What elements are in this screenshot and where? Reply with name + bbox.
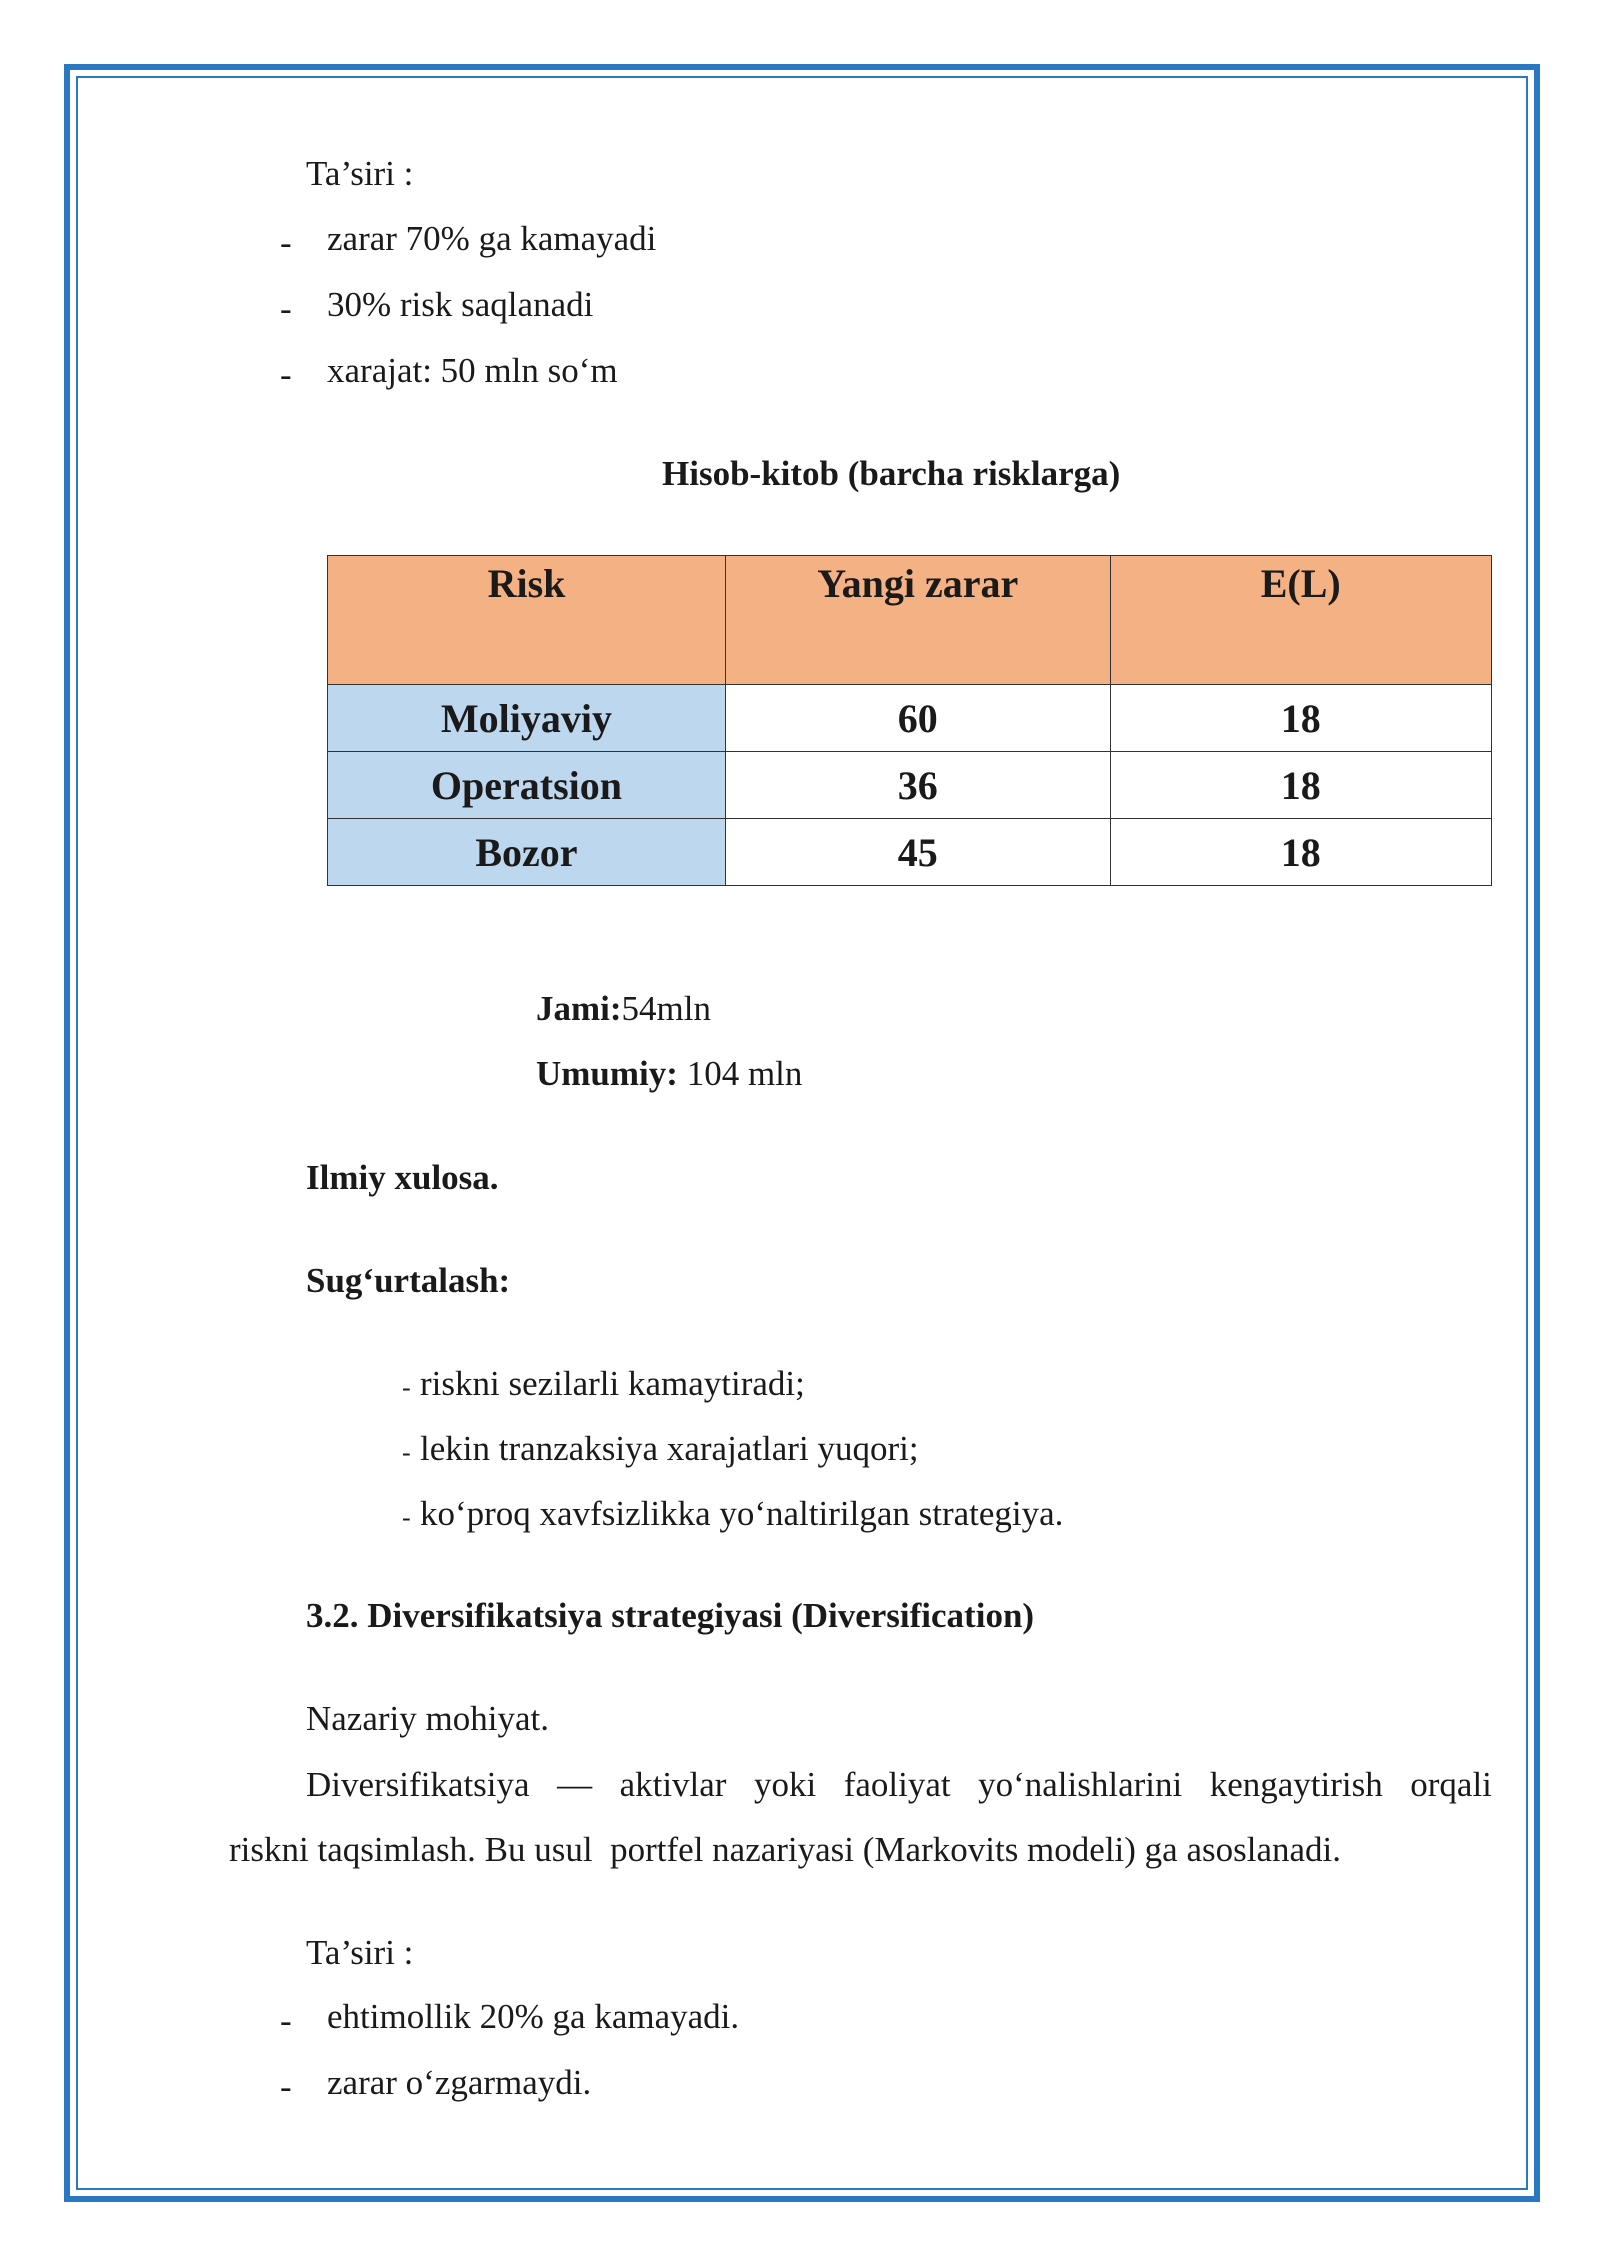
effect-item: 30% risk saqlanadi <box>327 285 594 324</box>
insurance-heading: Sug‘urtalash: <box>306 1261 511 1300</box>
cell-expected-loss: 18 <box>1110 685 1492 752</box>
table-row <box>328 819 1492 886</box>
section-subheading: Nazariy mohiyat. <box>306 1699 549 1738</box>
paragraph-line-2: riskni taqsimlash. Bu usul portfel nazariyasi (Markovits modeli) ga asoslanadi. <box>229 1830 1342 1869</box>
row-label: Moliyaviy <box>328 685 726 752</box>
cell-expected-loss: 18 <box>1110 752 1492 819</box>
table-header-row <box>328 556 1492 685</box>
bullet-dash: - <box>280 223 292 262</box>
cell-new-loss: 45 <box>725 819 1110 886</box>
table-row <box>328 752 1492 819</box>
bullet-dash: - <box>280 289 292 328</box>
effect-heading: Ta’siri : <box>306 1933 414 1972</box>
paragraph-word: aktivlar <box>619 1765 727 1804</box>
insurance-item: riskni sezilarli kamaytiradi; <box>420 1364 805 1403</box>
effect-heading: Ta’siri : <box>306 154 414 193</box>
cell-new-loss: 36 <box>725 752 1110 819</box>
bullet-dash: - <box>402 1438 411 1467</box>
section-title: 3.2. Diversifikatsiya strategiyasi (Diversification) <box>306 1596 1035 1635</box>
bullet-dash: - <box>280 2067 292 2106</box>
cell-expected-loss: 18 <box>1110 819 1492 886</box>
row-label: Operatsion <box>328 752 726 819</box>
bullet-dash: - <box>280 355 292 394</box>
table-row <box>328 685 1492 752</box>
paragraph-line-1 <box>306 1764 1492 1806</box>
paragraph-word: kengaytirish <box>1209 1765 1383 1804</box>
cell-new-loss: 60 <box>725 685 1110 752</box>
insurance-item: lekin tranzaksiya xarajatlari yuqori; <box>420 1429 919 1468</box>
header-expected-loss: E(L) <box>1110 556 1492 685</box>
paragraph-word: — <box>557 1765 593 1804</box>
umumiy-value: 104 mln <box>677 1054 803 1093</box>
header-risk: Risk <box>328 556 726 685</box>
bullet-dash: - <box>402 1503 411 1532</box>
jami-label: Jami: <box>536 989 622 1028</box>
paragraph-word: faoliyat <box>843 1765 951 1804</box>
effect-item: zarar 70% ga kamayadi <box>327 219 657 258</box>
umumiy-label: Umumiy: <box>536 1054 678 1093</box>
row-label: Bozor <box>328 819 726 886</box>
total-umumiy <box>536 1053 802 1095</box>
risk-table <box>327 555 1492 886</box>
header-new-loss: Yangi zarar <box>725 556 1110 685</box>
paragraph-word: Diversifikatsiya <box>306 1765 530 1804</box>
paragraph-word: yoki <box>753 1765 817 1804</box>
paragraph-word: orqali <box>1410 1765 1492 1804</box>
total-jami <box>536 988 711 1030</box>
bullet-dash: - <box>280 2001 292 2040</box>
effect-item: zarar o‘zgarmaydi. <box>327 2063 592 2102</box>
insurance-item: ko‘proq xavfsizlikka yo‘naltirilgan strategiya. <box>420 1494 1064 1533</box>
jami-value: 54mln <box>621 989 711 1028</box>
calc-title: Hisob-kitob (barcha risklarga) <box>662 454 1121 493</box>
paragraph-word: yo‘nalishlarini <box>978 1765 1183 1804</box>
page-border-inner <box>76 76 1528 2190</box>
effect-item: xarajat: 50 mln so‘m <box>327 351 618 390</box>
conclusion-heading: Ilmiy xulosa. <box>306 1158 499 1197</box>
bullet-dash: - <box>402 1373 411 1402</box>
effect-item: ehtimollik 20% ga kamayadi. <box>327 1997 740 2036</box>
